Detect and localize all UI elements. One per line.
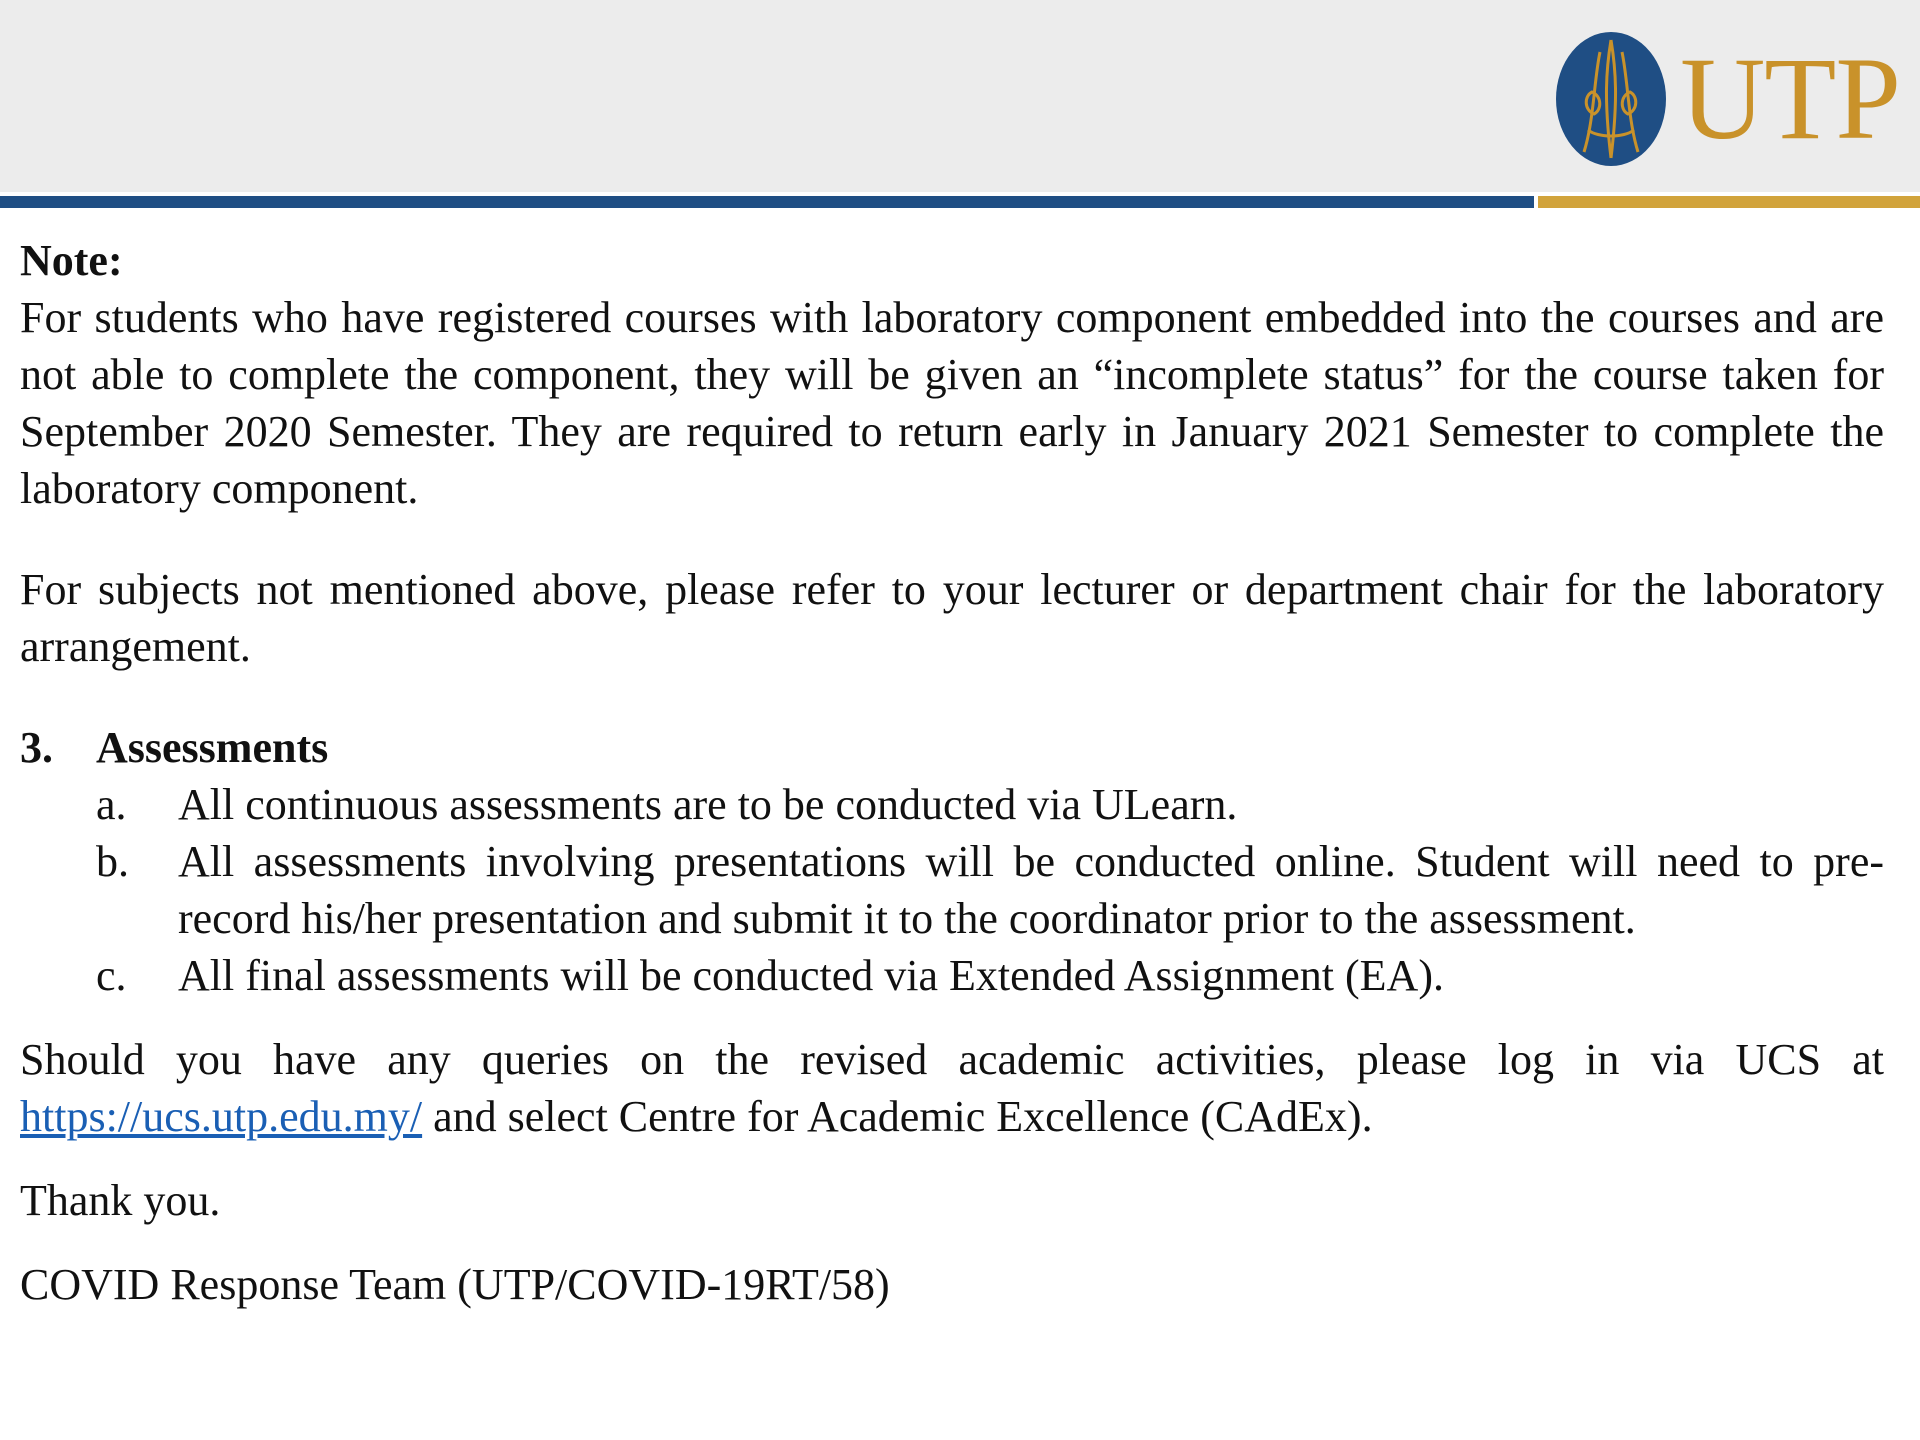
thank-you-text: Thank you. xyxy=(20,1176,221,1225)
note-heading: Note: xyxy=(20,236,123,285)
signature-text: COVID Response Team (UTP/COVID-19RT/58) xyxy=(20,1260,890,1309)
assessments-heading xyxy=(20,719,1884,776)
assessments-list xyxy=(20,776,1884,1004)
utp-logo xyxy=(1554,26,1900,171)
list-item xyxy=(96,776,1884,833)
list-item-letter: c. xyxy=(96,951,127,1000)
list-item xyxy=(96,947,1884,1004)
queries-text-after: and select Centre for Academic Excellence (CAdEx). xyxy=(433,1092,1373,1141)
utp-emblem-icon xyxy=(1554,30,1668,168)
section-title: Assessments xyxy=(96,723,329,772)
list-item xyxy=(96,833,1884,947)
header-divider-blue xyxy=(0,196,1534,208)
section-number: 3. xyxy=(20,723,53,772)
queries-text-before: Should you have any queries on the revised academic activities, please log in via UCS at xyxy=(20,1035,1884,1084)
ucs-link[interactable]: https://ucs.utp.edu.my/ xyxy=(20,1092,423,1141)
list-item-text: All assessments involving presentations will be conducted online. Student will need to pre-record his/her presentation and submit it to the coordinator prior to the assessment. xyxy=(178,837,1884,943)
queries-paragraph xyxy=(20,1031,1884,1145)
note-paragraph-lab: For students who have registered courses with laboratory component embedded into the courses and are not able to complete the component, they will be given an “incomplete status” for the course taken for September 2020 Semester. They are required to return early in January 2021 Semester to complete the laboratory component. xyxy=(20,293,1884,513)
list-item-letter: b. xyxy=(96,837,129,886)
note-paragraph-other-subjects: For subjects not mentioned above, please refer to your lecturer or department chair for the laboratory arrangement. xyxy=(20,565,1884,671)
page-header xyxy=(0,0,1920,192)
header-divider-gold xyxy=(1538,196,1920,208)
list-item-letter: a. xyxy=(96,780,127,829)
list-item-text: All continuous assessments are to be conducted via ULearn. xyxy=(178,780,1238,829)
document-body xyxy=(20,232,1884,1313)
logo-wordmark: UTP xyxy=(1680,32,1900,164)
list-item-text: All final assessments will be conducted via Extended Assignment (EA). xyxy=(178,951,1444,1000)
